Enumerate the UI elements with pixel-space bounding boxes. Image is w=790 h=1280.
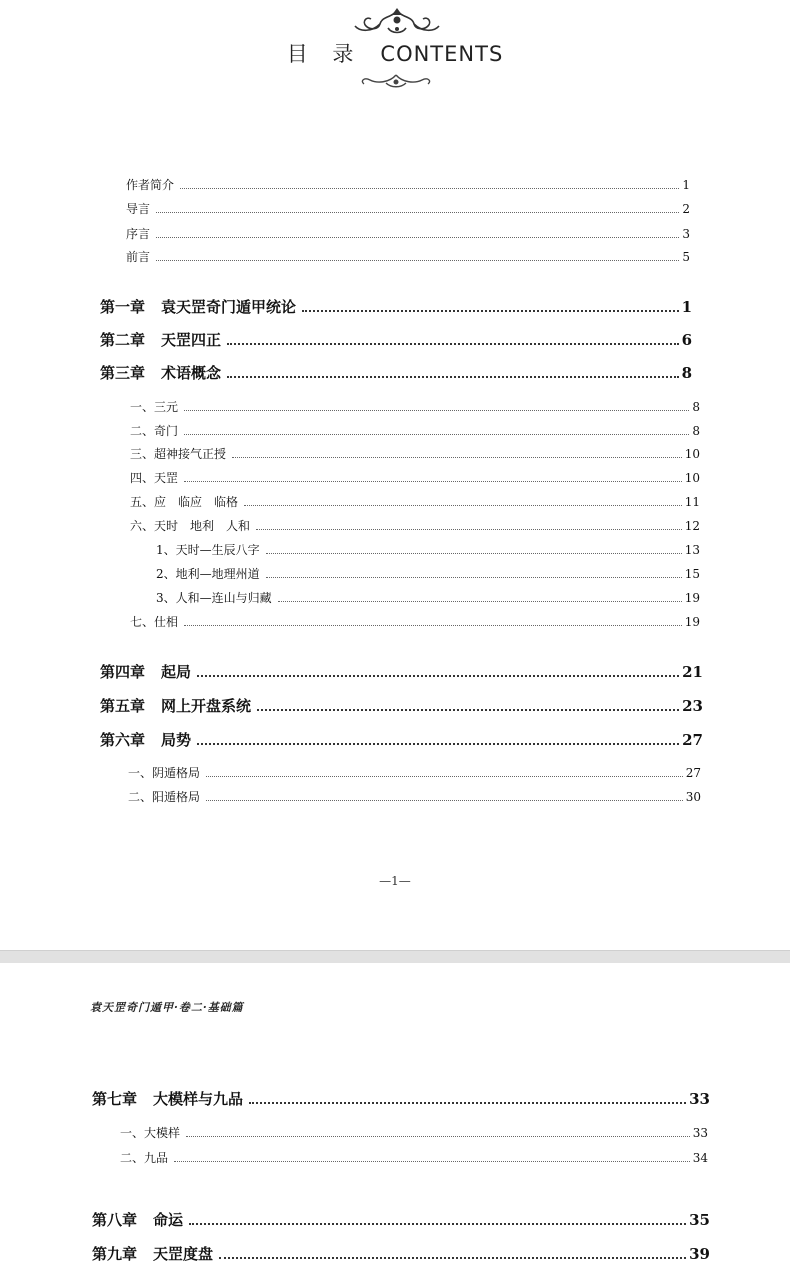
section-page: 27 xyxy=(685,766,701,780)
chapter-title: 起局 xyxy=(161,663,192,681)
chapter-title: 局势 xyxy=(161,731,192,749)
toc-chapter-3[interactable] xyxy=(100,362,692,383)
subsection-page: 13 xyxy=(684,543,700,557)
leader-dots xyxy=(206,776,683,777)
toc-chapter-4[interactable] xyxy=(100,661,703,682)
section-label: 二、奇门 xyxy=(130,424,179,438)
leader-dots xyxy=(184,410,689,411)
toc-entry[interactable] xyxy=(126,200,690,217)
toc-section[interactable] xyxy=(130,445,700,462)
chapter-page: 23 xyxy=(682,697,703,715)
chapter-number: 第三章 xyxy=(100,364,146,382)
leader-dots xyxy=(257,709,679,711)
leader-dots xyxy=(249,1102,686,1104)
leader-dots xyxy=(186,1136,690,1137)
entry-page: 1 xyxy=(682,178,690,192)
section-label: 一、阴遁格局 xyxy=(128,766,201,780)
toc-section[interactable] xyxy=(130,469,700,486)
leader-dots xyxy=(184,481,682,482)
section-page: 8 xyxy=(692,424,700,438)
subsection-label: 2、地利—地理州道 xyxy=(156,567,260,581)
section-label: 二、九品 xyxy=(120,1151,169,1165)
subsection-label: 1、天时—生辰八字 xyxy=(156,543,260,557)
leader-dots xyxy=(180,188,679,189)
toc-entry[interactable] xyxy=(126,248,690,265)
leader-dots xyxy=(302,310,679,312)
leader-dots xyxy=(266,577,682,578)
chapter-title: 袁天罡奇门遁甲统论 xyxy=(161,298,297,316)
section-page: 33 xyxy=(692,1126,708,1140)
toc-section[interactable] xyxy=(130,398,700,415)
chapter-title: 大模样与九品 xyxy=(153,1090,244,1108)
leader-dots xyxy=(206,800,683,801)
chapter-number: 第二章 xyxy=(100,331,146,349)
toc-section[interactable] xyxy=(130,613,700,630)
chapter-title: 天罡度盘 xyxy=(153,1245,214,1263)
leader-dots xyxy=(227,376,679,378)
leader-dots xyxy=(189,1223,686,1225)
chapter-page: 21 xyxy=(682,663,703,681)
leader-dots xyxy=(278,601,682,602)
section-page: 8 xyxy=(692,400,700,414)
subsection-page: 15 xyxy=(684,567,700,581)
section-page: 11 xyxy=(684,495,700,509)
toc-chapter-5[interactable] xyxy=(100,695,703,716)
entry-page: 5 xyxy=(682,250,690,264)
toc-chapter-6[interactable] xyxy=(100,729,703,750)
leader-dots xyxy=(197,675,679,677)
entry-label: 序言 xyxy=(126,227,151,241)
toc-chapter-1[interactable] xyxy=(100,296,692,317)
toc-section[interactable] xyxy=(128,788,701,805)
section-page: 10 xyxy=(684,447,700,461)
section-label: 二、阳遁格局 xyxy=(128,790,201,804)
chapter-title: 网上开盘系统 xyxy=(161,697,252,715)
toc-chapter-2[interactable] xyxy=(100,329,692,350)
leader-dots xyxy=(156,237,679,238)
chapter-number: 第九章 xyxy=(92,1245,138,1263)
toc-section[interactable] xyxy=(120,1149,708,1166)
section-label: 一、三元 xyxy=(130,400,179,414)
chapter-page: 33 xyxy=(689,1090,710,1108)
section-page: 19 xyxy=(684,615,700,629)
toc-section[interactable] xyxy=(128,764,701,781)
chapter-page: 8 xyxy=(681,364,692,382)
leader-dots xyxy=(256,529,682,530)
chapter-number: 第一章 xyxy=(100,298,146,316)
chapter-page: 39 xyxy=(689,1245,710,1263)
section-label: 七、仕相 xyxy=(130,615,179,629)
ornament-top-icon xyxy=(352,6,442,36)
section-page: 34 xyxy=(692,1151,708,1165)
entry-page: 2 xyxy=(682,202,690,216)
toc-entry[interactable] xyxy=(126,176,690,193)
title-cn: 目 录 xyxy=(286,42,363,66)
entry-label: 作者简介 xyxy=(126,178,175,192)
leader-dots xyxy=(266,553,682,554)
section-page: 10 xyxy=(684,471,700,485)
toc-section[interactable] xyxy=(130,422,700,439)
toc-subsection[interactable] xyxy=(156,589,700,606)
leader-dots xyxy=(156,260,679,261)
leader-dots xyxy=(244,505,682,506)
section-label: 四、天罡 xyxy=(130,471,179,485)
chapter-page: 27 xyxy=(682,731,703,749)
running-head: 袁天罡奇门遁甲·卷二·基础篇 xyxy=(90,1001,244,1014)
chapter-title: 术语概念 xyxy=(161,364,222,382)
toc-chapter-7[interactable] xyxy=(92,1088,710,1109)
chapter-page: 1 xyxy=(681,298,692,316)
entry-label: 导言 xyxy=(126,202,151,216)
section-page: 12 xyxy=(684,519,700,533)
entry-label: 前言 xyxy=(126,250,151,264)
section-label: 一、大模样 xyxy=(120,1126,181,1140)
toc-subsection[interactable] xyxy=(156,565,700,582)
toc-title xyxy=(0,38,790,68)
toc-section[interactable] xyxy=(130,517,700,534)
section-page: 30 xyxy=(685,790,701,804)
ornament-bottom-icon xyxy=(356,72,436,90)
leader-dots xyxy=(174,1161,690,1162)
leader-dots xyxy=(156,212,679,213)
leader-dots xyxy=(184,434,689,435)
chapter-title: 天罡四正 xyxy=(161,331,222,349)
leader-dots xyxy=(184,625,682,626)
chapter-number: 第七章 xyxy=(92,1090,138,1108)
section-label: 六、天时 地利 人和 xyxy=(130,519,251,533)
chapter-page: 6 xyxy=(681,331,692,349)
subsection-label: 3、人和—连山与归藏 xyxy=(156,591,272,605)
title-en: CONTENTS xyxy=(380,42,504,66)
page-separator xyxy=(0,950,790,964)
chapter-number: 第六章 xyxy=(100,731,146,749)
toc-subsection[interactable] xyxy=(156,541,700,558)
chapter-title: 命运 xyxy=(153,1211,184,1229)
chapter-number: 第五章 xyxy=(100,697,146,715)
toc-section[interactable] xyxy=(130,493,700,510)
entry-page: 3 xyxy=(682,227,690,241)
toc-chapter-8[interactable] xyxy=(92,1209,710,1230)
leader-dots xyxy=(197,743,679,745)
toc-chapter-9[interactable] xyxy=(92,1243,710,1264)
leader-dots xyxy=(219,1257,686,1259)
page-number: —1— xyxy=(379,874,411,888)
leader-dots xyxy=(232,457,682,458)
section-label: 五、应 临应 临格 xyxy=(130,495,239,509)
chapter-number: 第八章 xyxy=(92,1211,138,1229)
toc-page-2 xyxy=(0,963,790,1280)
leader-dots xyxy=(227,343,679,345)
chapter-page: 35 xyxy=(689,1211,710,1229)
subsection-page: 19 xyxy=(684,591,700,605)
chapter-number: 第四章 xyxy=(100,663,146,681)
toc-section[interactable] xyxy=(120,1124,708,1141)
toc-entry[interactable] xyxy=(126,225,690,242)
section-label: 三、超神接气正授 xyxy=(130,447,227,461)
